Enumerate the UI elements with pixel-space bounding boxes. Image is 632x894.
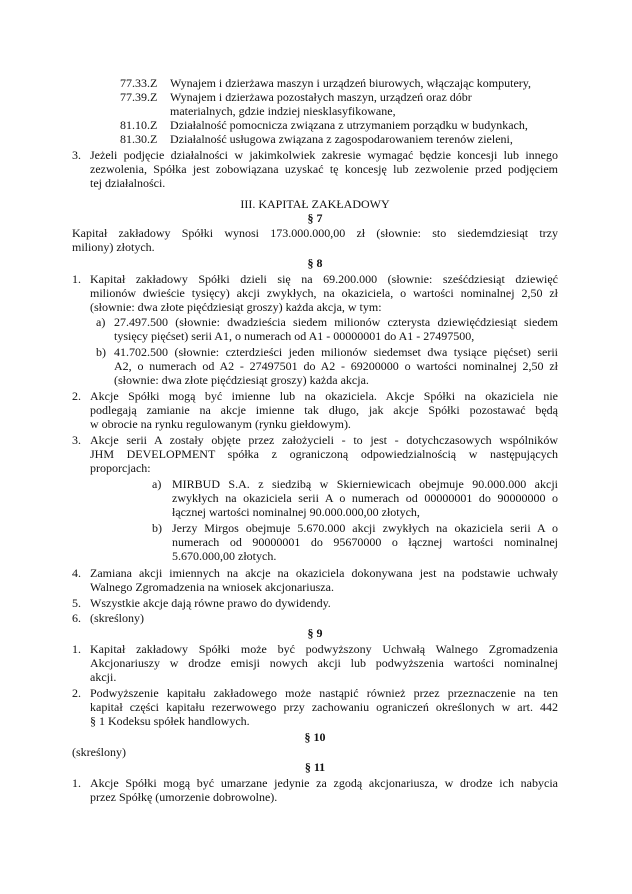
paragraph-line: (skreślony) — [72, 745, 126, 759]
list-number: 1. — [72, 776, 81, 790]
paragraph-line: numerach od 90000001 do 95670000 o łącznej wartości nominalnej — [172, 535, 558, 549]
paragraph-line: § 1 Kodeksu spółek handlowych. — [90, 714, 250, 728]
sublist-label: b) — [96, 345, 106, 359]
section-mark: § 7 — [307, 211, 323, 225]
list-number: 2. — [72, 389, 81, 403]
paragraph-line: Wszystkie akcje dają równe prawo do dywidendy. — [90, 596, 331, 610]
pkd-description: materialnych, gdzie indziej niesklasyfikowane, — [170, 104, 396, 118]
paragraph-line: 5.670.000,00 złotych. — [172, 549, 277, 563]
list-number: 6. — [72, 611, 81, 625]
paragraph-line: proporcjach: — [90, 461, 151, 475]
paragraph-line: milionów dwieście tysięcy) akcji zwykłych, na okaziciela, o wartości nominalnej 2,50 zł — [90, 286, 558, 300]
list-number: 3. — [72, 148, 81, 162]
list-number: 3. — [72, 433, 81, 447]
paragraph-line: zwykłych na okaziciela serii A o numerach od 00000001 do 90000000 o — [172, 491, 558, 505]
pkd-description: Wynajem i dzierżawa pozostałych maszyn, urządzeń oraz dóbr — [170, 90, 472, 104]
list-number: 2. — [72, 686, 81, 700]
list-number: 1. — [72, 642, 81, 656]
section-mark: § 10 — [304, 730, 326, 744]
list-number: 1. — [72, 272, 81, 286]
chapter-title: III. KAPITAŁ ZAKŁADOWY — [240, 197, 390, 211]
paragraph-line: miliony) złotych. — [72, 240, 155, 254]
paragraph-line: akcji. — [90, 670, 117, 684]
paragraph-line: Akcje serii A zostały objęte przez założycieli - to jest - dotychczasowych wspólników — [90, 433, 558, 447]
paragraph-line: podlegają zamianie na akcje imienne tak długo, jak akcje Spółki pozostawać będą — [90, 403, 558, 417]
paragraph-line: 27.497.500 (słownie: dwadzieścia siedem milionów czterysta dziewięćdziesiąt siedem — [114, 315, 558, 329]
paragraph-line: (skreślony) — [90, 611, 144, 625]
paragraph-line: 41.702.500 (słownie: czterdzieści jeden milionów siedemset dwa tysiące pięćset) serii — [114, 345, 558, 359]
sublist-label: a) — [96, 315, 106, 329]
paragraph-line: tej działalności. — [90, 176, 166, 190]
section-mark: § 11 — [304, 760, 326, 774]
paragraph-line: Kapitał zakładowy Spółki może być podwyższony Uchwałą Walnego Zgromadzenia — [90, 642, 558, 656]
paragraph-line: Zamiana akcji imiennych na akcje na okaziciela dokonywana jest na podstawie uchwały — [90, 566, 558, 580]
paragraph-line: Akcjonariuszy w drodze emisji nowych akcji lub podwyższenia wartości nominalnej — [90, 656, 558, 670]
paragraph-line: zezwolenia, Spółka jest zobowiązana uzyskać tę koncesję lub zezwolenie przed podjęciem — [90, 162, 558, 176]
paragraph-line: A2, o numerach od A2 - 27497501 do A2 - 69200000 o wartości nominalnej 2,50 zł — [114, 359, 558, 373]
pkd-description: Działalność usługowa związana z zagospodarowaniem terenów zieleni, — [170, 132, 513, 146]
paragraph-line: Kapitał zakładowy Spółki dzieli się na 69.200.000 (słownie: sześćdziesiąt dziewięć — [90, 272, 558, 286]
list-number: 4. — [72, 566, 81, 580]
paragraph-line: tysięcy pięćset) serii A1, o numerach od A1 - 00000001 do A1 - 27497500, — [114, 329, 475, 343]
paragraph-line: Jerzy Mirgos obejmuje 5.670.000 akcji zwykłych na okaziciela serii A o — [172, 521, 558, 535]
sublist-label: a) — [152, 477, 162, 491]
paragraph-line: (słownie: dwa złote pięćdziesiąt groszy) każda akcja, w tym: — [90, 300, 382, 314]
paragraph-line: przez Spółkę (umorzenie dobrowolne). — [90, 790, 278, 804]
paragraph-line: Akcje Spółki mogą być umarzane jedynie za zgodą akcjonariusza, w drodze ich nabycia — [90, 776, 558, 790]
paragraph-line: kapitał części kapitału rezerwowego przy zachowaniu ograniczeń określonych w art. 442 — [90, 700, 558, 714]
paragraph-line: Akcje Spółki mogą być imienne lub na okaziciela. Akcje Spółki na okaziciela nie — [90, 389, 558, 403]
section-mark: § 9 — [307, 626, 323, 640]
paragraph-line: JHM DEVELOPMENT spółka z ograniczoną odpowiedzialnością w następujących — [90, 447, 558, 461]
list-number: 5. — [72, 596, 81, 610]
pkd-description: Wynajem i dzierżawa maszyn i urządzeń biurowych, włączając komputery, — [170, 76, 532, 90]
paragraph-line: łącznej wartości nominalnej 90.000.000,00 złotych, — [172, 505, 420, 519]
sublist-label: b) — [152, 521, 162, 535]
paragraph-line: Podwyższenie kapitału zakładowego może nastąpić również przez przeznaczenie na ten — [90, 686, 558, 700]
paragraph-line: Jeżeli podjęcie działalności w jakimkolwiek zakresie wymagać będzie koncesji lub innego — [90, 148, 558, 162]
pkd-description: Działalność pomocnicza związana z utrzymaniem porządku w budynkach, — [170, 118, 528, 132]
paragraph-line: Walnego Zgromadzenia na wniosek akcjonariusza. — [90, 580, 334, 594]
pkd-code: 81.10.Z — [120, 118, 158, 132]
pkd-code: 77.33.Z — [120, 76, 158, 90]
paragraph-line: Kapitał zakładowy Spółki wynosi 173.000.000,00 zł (słownie: sto siedemdziesiąt trzy — [72, 226, 558, 240]
pkd-code: 81.30.Z — [120, 132, 158, 146]
paragraph-line: MIRBUD S.A. z siedzibą w Skierniewicach obejmuje 90.000.000 akcji — [172, 477, 558, 491]
paragraph-line: w obrocie na rynku regulowanym (rynku giełdowym). — [90, 417, 351, 431]
section-mark: § 8 — [307, 256, 323, 270]
paragraph-line: (słownie: dwa złote pięćdziesiąt groszy) każda akcja. — [114, 373, 369, 387]
pkd-code: 77.39.Z — [120, 90, 158, 104]
